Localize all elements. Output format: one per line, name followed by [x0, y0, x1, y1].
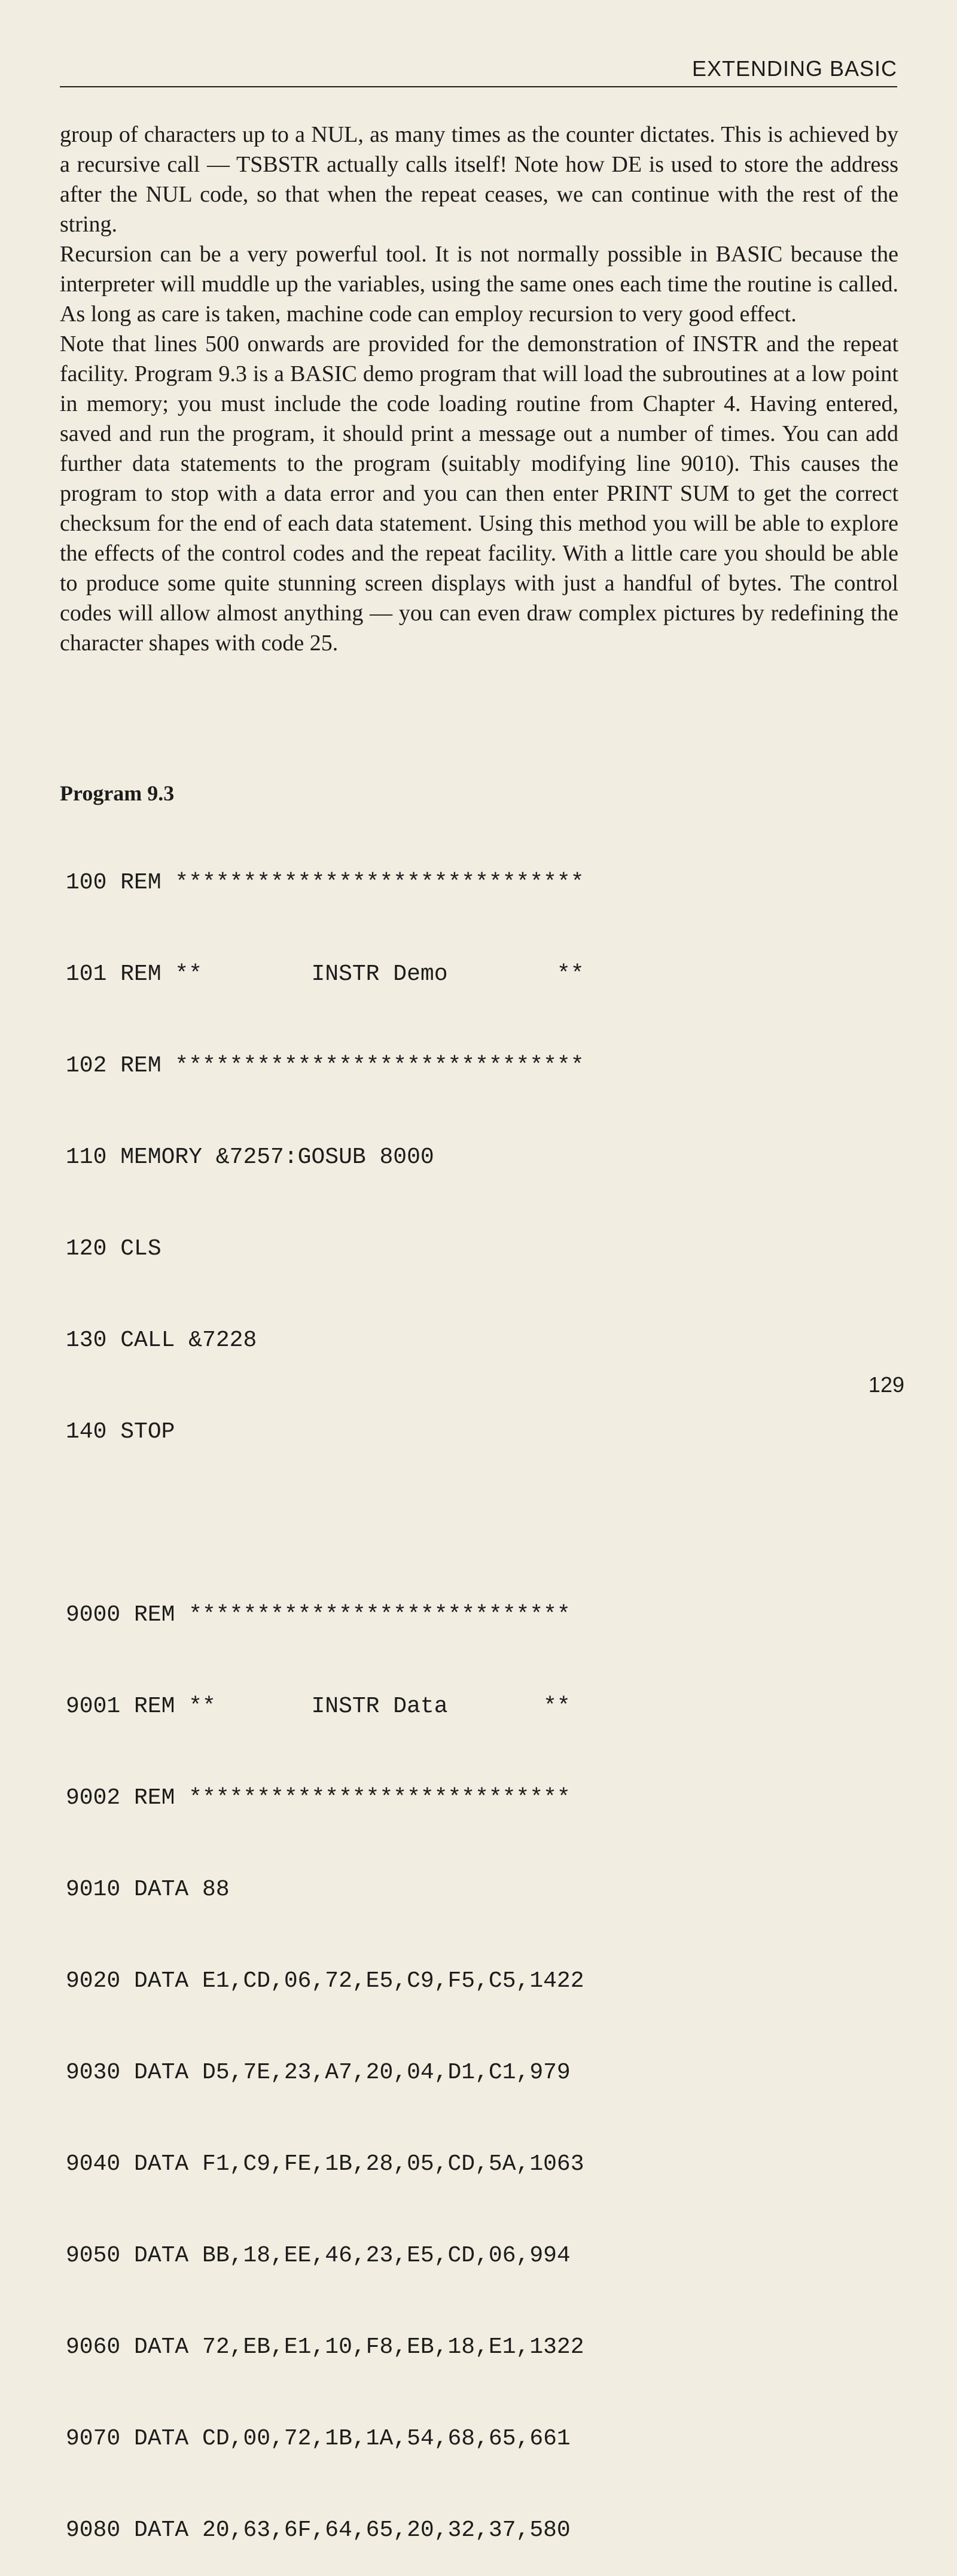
running-head — [60, 53, 897, 87]
blank-line — [66, 1508, 584, 1539]
code-line: 9020 DATA E1,CD,06,72,E5,C9,F5,C5,1422 — [66, 1968, 584, 1994]
code-line: 9040 DATA F1,C9,FE,1B,28,05,CD,5A,1063 — [66, 2151, 584, 2177]
program-listing — [66, 806, 584, 2576]
program-title: Program 9.3 — [60, 781, 175, 805]
code-line: 101 REM ** INSTR Demo ** — [66, 961, 584, 987]
code-line: 9001 REM ** INSTR Data ** — [66, 1694, 571, 1719]
body-text — [60, 120, 898, 658]
code-line: 9000 REM **************************** — [66, 1602, 571, 1628]
code-line: 9002 REM **************************** — [66, 1785, 571, 1811]
running-head-title: EXTENDING BASIC — [691, 56, 897, 81]
paragraph: group of characters up to a NUL, as many times as the counter dictates. This is achieved by a recursive call — TSBSTR actually calls itself! Note how DE is used to store the address after the NUL code, so that when the repeat ceases, we can continue with the rest of the string. — [60, 122, 898, 237]
code-line: 100 REM ****************************** — [66, 870, 584, 896]
code-line: 102 REM ****************************** — [66, 1053, 584, 1079]
code-line: 120 CLS — [66, 1236, 161, 1262]
code-line: 9080 DATA 20,63,6F,64,65,20,32,37,580 — [66, 2517, 571, 2543]
code-line: 9010 DATA 88 — [66, 1877, 230, 1902]
paragraph: Recursion can be a very powerful tool. It is not normally possible in BASIC because the interpreter will muddle up the variables, using the same ones each time the routine is called. As long as care is taken, machine code can employ recursion to very good effect. — [60, 242, 898, 327]
code-line: 9050 DATA BB,18,EE,46,23,E5,CD,06,994 — [66, 2243, 571, 2269]
code-line: 9030 DATA D5,7E,23,A7,20,04,D1,C1,979 — [66, 2060, 571, 2085]
code-line: 130 CALL &7228 — [66, 1327, 257, 1353]
code-line: 110 MEMORY &7257:GOSUB 8000 — [66, 1144, 434, 1170]
code-line: 9060 DATA 72,EB,E1,10,F8,EB,18,E1,1322 — [66, 2334, 584, 2360]
page-number: 129 — [868, 1372, 904, 1397]
code-line: 9070 DATA CD,00,72,1B,1A,54,68,65,661 — [66, 2426, 571, 2452]
code-line: 140 STOP — [66, 1419, 175, 1445]
paragraph: Note that lines 500 onwards are provided for the demonstration of INSTR and the repeat facility. Program 9.3 is a BASIC demo program that will load the subroutines at a low point in memory; you must include the code loading routine from Chapter 4. Having entered, saved and run the program, it should print a message out a number of times. You can add further data statements to the program (suitably modifying line 9010). This causes the program to stop with a data error and you can then enter PRINT SUM to get the correct checksum for the end of each data statement. Using this method you will be able to explore the effects of the control codes and the repeat facility. With a little care you should be able to produce some quite stunning screen displays with just a handful of bytes. The control codes will allow almost anything — you can even draw complex pictures by redefining the character shapes with code 25. — [60, 331, 898, 656]
